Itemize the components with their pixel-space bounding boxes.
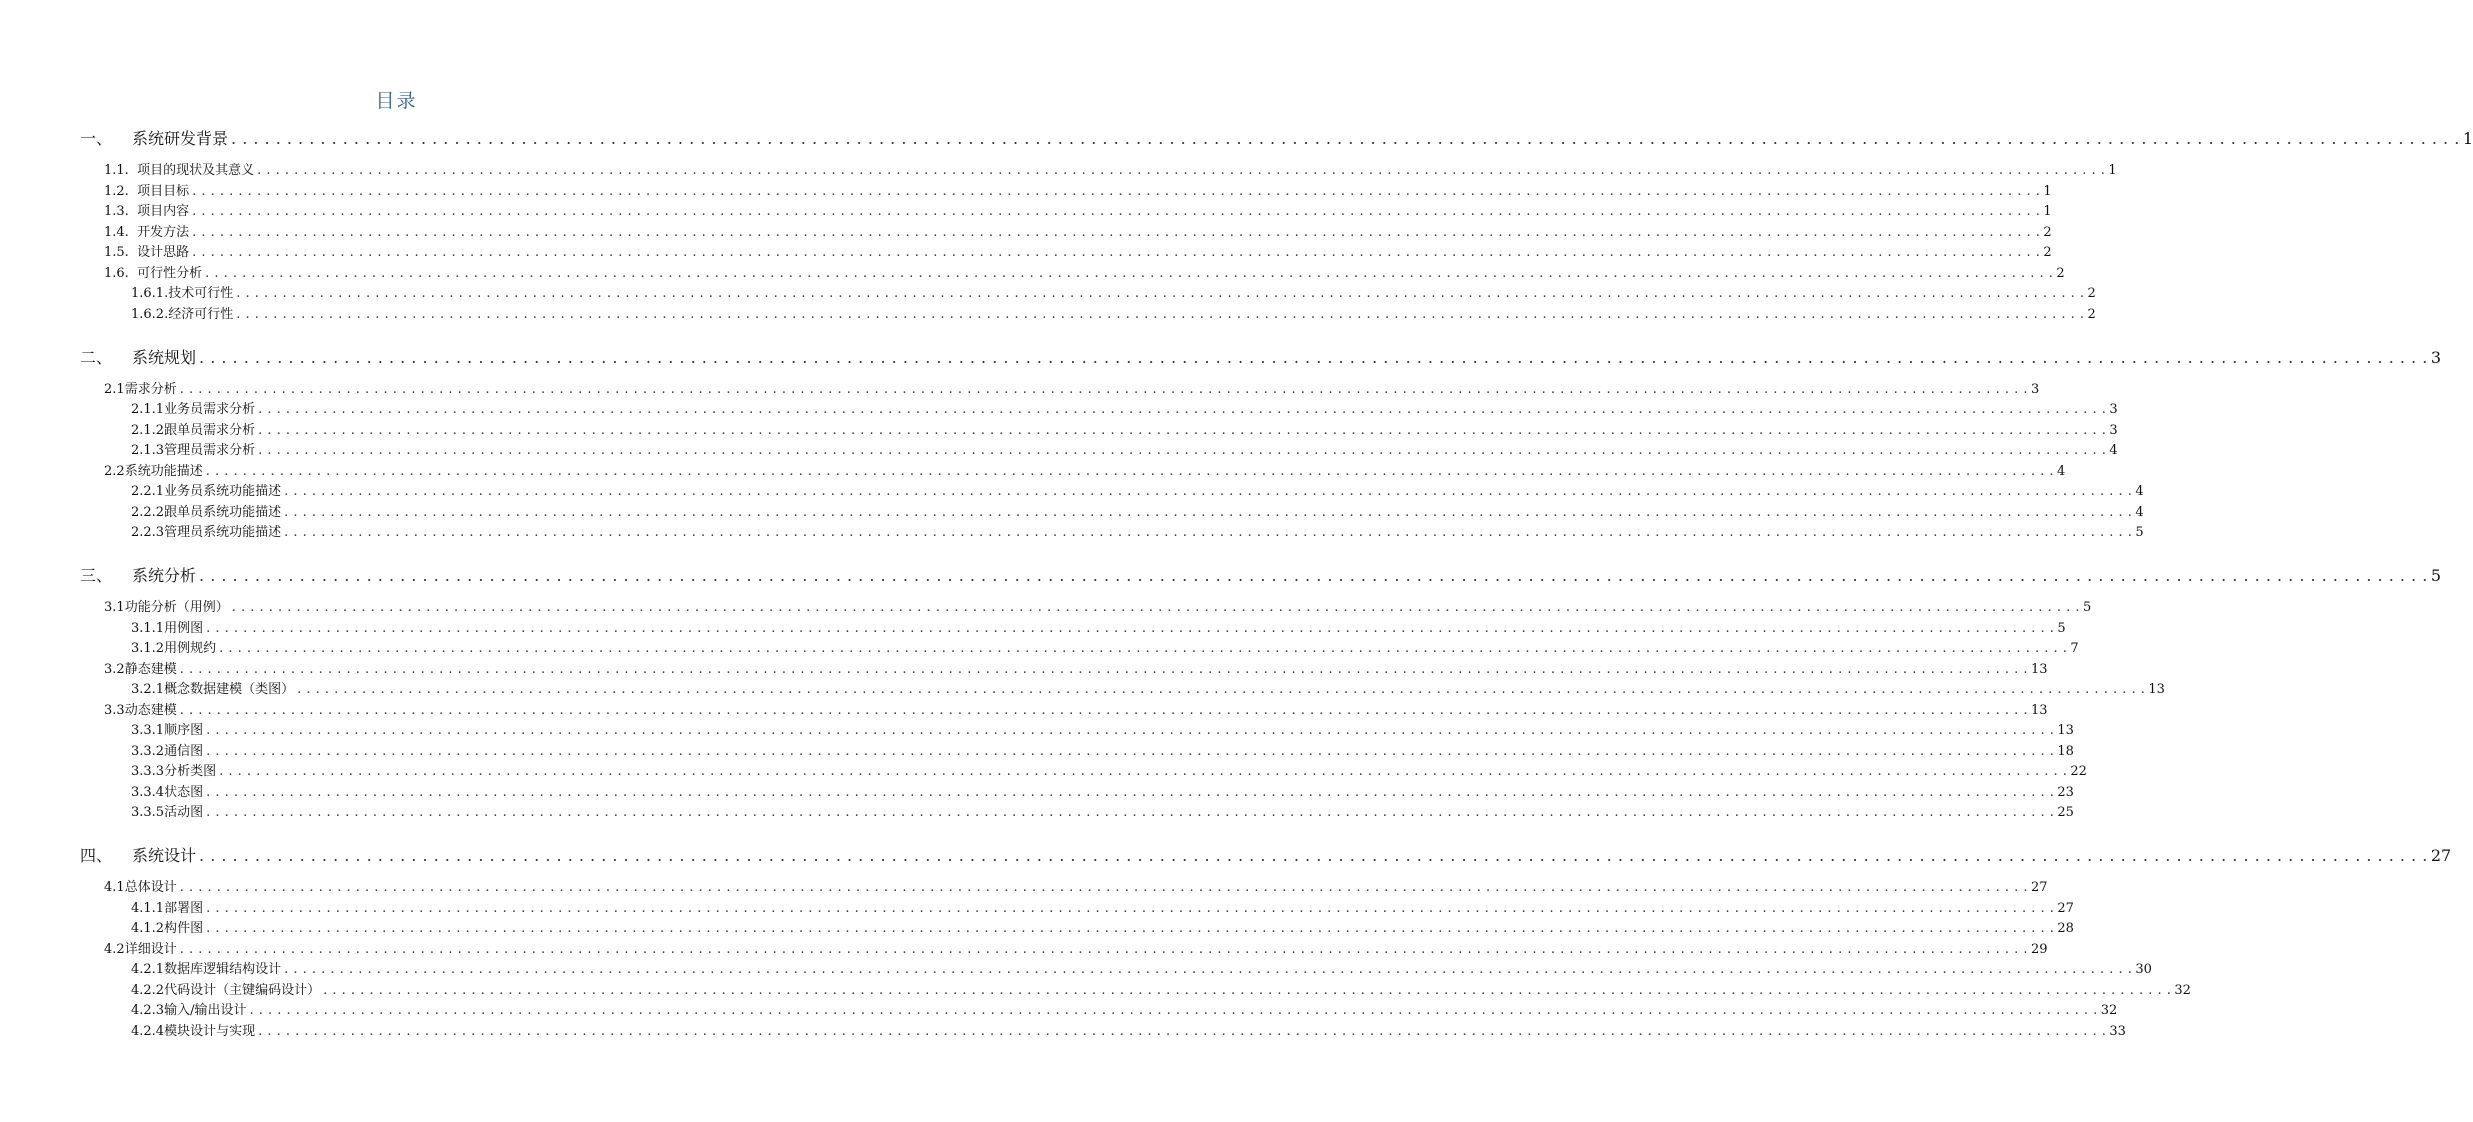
toc-entry-page: 5 (2135, 525, 2144, 540)
toc-entry-label (80, 563, 196, 586)
toc-entry-label (131, 480, 281, 499)
toc-entry-text: 技术可行性 (168, 286, 234, 301)
toc-entry[interactable] (131, 781, 2074, 800)
toc-entry-label (104, 159, 254, 178)
toc-entry-page: 1 (2462, 129, 2473, 148)
dot-leader: . . . . . . . . . . . . . . . . . . . . . . . . . . . . . . . . . . . . . . . . . . . . . . . . . . . . . . . . . . . . . . . . . . . . . . . . . . . . . . . . . . . . . . . . . . . . . . . . . . . . . . . . . . . . . . . . . . . . . . . . . . . . . . . . . . . . . . . . . . . . . . . . . . . . . . . . . . . . . . . . . . . . . . . . . . . . . . . . . . . . . . . . . . . . . . . . . . . . . . . . (297, 682, 2146, 697)
toc-entry-text: 项目的现状及其意义 (137, 163, 255, 178)
toc-entry-number: 2.1 (104, 382, 125, 397)
toc-entry-text: 业务员系统功能描述 (164, 484, 282, 499)
toc-entry-label (104, 221, 189, 240)
dot-leader: . . . . . . . . . . . . . . . . . . . . . . . . . . . . . . . . . . . . . . . . . . . . . . . . . . . . . . . . . . . . . . . . . . . . . . . . . . . . . . . . . . . . . . . . . . . . . . . . . . . . . . . . . . . . . . . . . . . . . . . . . . . . . . . . . . . . . . . . . . . . . . . . . . . . . . . . . . . . . . . . . . . . . . . . . . . . . . . . . . . . . . . . . . . . . . . . . . . . . . . . (258, 402, 2107, 417)
toc-entry[interactable] (131, 801, 2074, 820)
dot-leader: . . . . . . . . . . . . . . . . . . . . . . . . . . . . . . . . . . . . . . . . . . . . . . . . . . . . . . . . . . . . . . . . . . . . . . . . . . . . . . . . . . . . . . . . . . . . . . . . . . . . . . . . . . . . . . . . . . . . . . . . . . . . . . . . . . . . . . . . . . . . . . . . . . . . . . . . . . . . . . . . . . . . . . . . . . . . . . . . . . . . . . . . . . . . . . . . . . . . . . . . (179, 662, 2029, 677)
toc-entry-page: 3 (2430, 348, 2441, 367)
toc-entry-page: 27 (2031, 880, 2048, 895)
toc-entry-label (131, 958, 281, 977)
toc-entry[interactable] (131, 637, 2079, 656)
toc-entry-number: 4.2 (104, 942, 125, 957)
toc-entry[interactable] (131, 521, 2144, 540)
toc-entry-number: 2.2 (104, 464, 125, 479)
toc-entry-text: 模块设计与实现 (164, 1024, 256, 1039)
toc-entry-label (80, 126, 228, 149)
dot-leader: . . . . . . . . . . . . . . . . . . . . . . . . . . . . . . . . . . . . . . . . . . . . . . . . . . . . . . . . . . . . . . . . . . . . . . . . . . . . . . . . . . . . . . . . . . . . . . . . . . . . . . . . . . . . . . . . . . . . . . . . . . . . . . . . . . . . . . . . . . . . . . . . . . . . . . . . . . . . . . . . . . . . . . . . . . . . . . . . . . . . . . . . . . . . . . . . . . . . . . . . (236, 307, 2085, 322)
toc-entry-label (131, 282, 233, 301)
toc-entry-label (131, 917, 203, 936)
toc-entry-page: 1 (2043, 184, 2052, 199)
toc-entry-number: 3.3.5 (131, 805, 165, 820)
toc-entry-page: 13 (2031, 662, 2048, 677)
toc-entry-label (131, 501, 281, 520)
toc-entry-text: 活动图 (164, 805, 204, 820)
toc-entry-page: 25 (2057, 805, 2074, 820)
toc-entry-text: 业务员需求分析 (164, 402, 256, 417)
toc-entry-page: 13 (2057, 723, 2074, 738)
toc-entry-number: 3.3.3 (131, 764, 165, 779)
toc-entry-label (104, 699, 177, 718)
toc-entry-page: 3 (2109, 423, 2118, 438)
dot-leader: . . . . . . . . . . . . . . . . . . . . . . . . . . . . . . . . . . . . . . . . . . . . . . . . . . . . . . . . . . . . . . . . . . . . . . . . . . . . . . . . . . . . . . . . . . . . . . . . . . . . . . . . . . . . . . . . . . . . . . . . . . . . . . . . . . . . . . . . . . . . . . . . . . . . . . . . . . . . . . . . . . . . . . . . . . . . . . . . . . . . . . . . . . . . . . . . . . . . . . . . (206, 744, 2055, 759)
toc-entry-label (104, 460, 203, 479)
toc-entry-text: 概念数据建模（类图） (164, 682, 295, 697)
toc-entry-page: 7 (2070, 641, 2079, 656)
toc-entry[interactable] (131, 740, 2074, 759)
toc-entry-page: 22 (2070, 764, 2087, 779)
toc-entry-page: 4 (2057, 464, 2066, 479)
dot-leader: . . . . . . . . . . . . . . . . . . . . . . . . . . . . . . . . . . . . . . . . . . . . . . . . . . . . . . . . . . . . . . . . . . . . . . . . . . . . . . . . . . . . . . . . . . . . . . . . . . . . . . . . . . . . . . . . . . . . . . . . . . . . . . . . . . . . . . . . . . . . . . . . . . . . . . . . . . . . . . . . . . . . . . . . . . . . . . . . . . . . . . . . . . . . . . . . . . . . . . . . (284, 484, 2133, 499)
toc-entry-text: 顺序图 (164, 723, 204, 738)
toc-entry-number: 3.3 (104, 703, 125, 718)
toc-entry-number: 二、 (80, 348, 113, 367)
toc-entry-page: 28 (2057, 921, 2074, 936)
toc-entry-page: 33 (2109, 1024, 2126, 1039)
toc-entry-number: 2.1.3 (131, 443, 165, 458)
toc-entry[interactable] (104, 460, 2066, 479)
toc-entry-page: 27 (2057, 901, 2074, 916)
toc-entry-page: 2 (2087, 286, 2096, 301)
toc-entry-text: 系统功能描述 (124, 464, 203, 479)
toc-entry[interactable] (104, 241, 2052, 260)
toc-entry-page: 1 (2108, 163, 2117, 178)
dot-leader: . . . . . . . . . . . . . . . . . . . . . . . . . . . . . . . . . . . . . . . . . . . . . . . . . . . . . . . . . . . . . . . . . . . . . . . . . . . . . . . . . . . . . . . . . . . . . . . . . . . . . . . . . . . . . . . . . . . . . . . . . . . . . . . . . . . . . . . . . . . . . . . . . . . . . . . . . . . . . . . . . . . . . . . . . . . . . . . . . . . . . . . . . . . . . . . . . . . . . . . . (284, 962, 2133, 977)
dot-leader: . . . . . . . . . . . . . . . . . . . . . . . . . . . . . . . . . . . . . . . . . . . . . . . . . . . . . . . . . . . . . . . . . . . . . . . . . . . . . . . . . . . . . . . . . . . . . . . . . . . . . . . . . . . . . . . . . . . . . . . . . . . . . . . . . . . . . . . . . . . . . . . . . . . . . . . . . . . . . . . . . . . . . . . . . . . . . . . . . . . . . . . . . . . . . . . . . . . . . . . . (179, 942, 2029, 957)
toc-entry-text: 跟单员系统功能描述 (164, 505, 282, 520)
toc-entry-number: 一、 (80, 129, 113, 148)
toc-entry-label (104, 200, 189, 219)
toc-entry-page: 5 (2083, 600, 2092, 615)
toc-entry-label (80, 843, 196, 866)
toc-entry-label (104, 876, 177, 895)
toc-entry-page: 2 (2056, 266, 2065, 281)
toc-entry[interactable] (131, 1020, 2126, 1039)
toc-entry-text: 系统规划 (132, 348, 197, 367)
dot-leader: . . . . . . . . . . . . . . . . . . . . . . . . . . . . . . . . . . . . . . . . . . . . . . . . . . . . . . . . . . . . . . . . . . . . . . . . . . . . . . . . . . . . . . . . . . . . . . . . . . . . . . . . . . . . . . . . . . . . . . . . . . . . . . . . . . . . . . . . . . . . . . . . . . . . . . . . . . . . . . . . . . . . . . . . . . . . . . . . . . . . . . . . . . . . . . . . . . . . . . . . (206, 921, 2055, 936)
toc-entry-text: 输入/输出设计 (164, 1003, 247, 1018)
dot-leader: . . . . . . . . . . . . . . . . . . . . . . . . . . . . . . . . . . . . . . . . . . . . . . . . . . . . . . . . . . . . . . . . . . . . . . . . . . . . . . . . . . . . . . . . . . . . . . . . . . . . . . . . . . . . . . . . . . . . . . . . . . . . . . . . . . . . . . . . . . . . . . . . . . . . . . . . . . . . . . . . . . . . . . . . . . . . . . . . . . . . . . . . . . . . . . . . . . . . . . . . (192, 225, 2041, 240)
toc-entry-text: 开发方法 (137, 225, 190, 240)
toc-entry-number: 1.3. (104, 204, 129, 219)
toc-entry-number: 三、 (80, 566, 113, 585)
dot-leader: . . . . . . . . . . . . . . . . . . . . . . . . . . . . . . . . . . . . . . . . . . . . . . . . . . . . . . . . . . . . . . . . . . . . . . . . . . . . . . . . . . . . . . . . . . . . . . . . . . . . . . . . . . . . . . . . . . . . . . . . . . . . . . . . . . . . . . . . . . . . . . . . . . . . . . . . . . . . . . . . . . . . . . . . . . . . . . . . . . . . . . . . . . . . . . . . . . . . . . . . (179, 880, 2029, 895)
toc-entry-page: 2 (2043, 225, 2052, 240)
toc-entry-label (131, 521, 281, 540)
dot-leader: . . . . . . . . . . . . . . . . . . . . . . . . . . . . . . . . . . . . . . . . . . . . . . . . . . . . . . . . . . . . . . . . . . . . . . . . . . . . . . . . . . . . . . . . . . . . . . . . . . . . . . . . . . . . . . . . . . . . . . . . . . . . . . . . . . . . . . . . . . . . . . . . . . . . . . . . . . . . . . . . . . . . . . . . . . . . . . . . . . . . . . . . . . . . . . . . . . . . . . . . (258, 423, 2107, 438)
toc-entry[interactable] (131, 678, 2165, 697)
toc-entry-text: 系统研发背景 (132, 129, 229, 148)
toc-entry-number: 2.2.3 (131, 525, 165, 540)
toc-entry-text: 项目目标 (137, 184, 190, 199)
toc-entry-number: 3.3.2 (131, 744, 165, 759)
dot-leader: . . . . . . . . . . . . . . . . . . . . . . . . . . . . . . . . . . . . . . . . . . . . . . . . . . . . . . . . . . . . . . . . . . . . . . . . . . . . . . . . . . . . . . . . . . . . . . . . . . . . . . . . . . . . . . . . . . . . . . . . . . . . . . . . . . . . . . . . . . . . . . . . . . . . . . . . . . . . . . . . . . . . . . . . . . . . . . . . . . . . . . . . . . . . . . . . . . . . . . . . (258, 1024, 2107, 1039)
dot-leader: . . . . . . . . . . . . . . . . . . . . . . . . . . . . . . . . . . . . . . . . . . . . . . . . . . . . . . . . . . . . . . . . . . . . . . . . . . . . . . . . . . . . . . . . . . . . . . . . . . . . . . . . . . . . . . . . . . . . . . . . . . . . . . . . . . . . . . . . . . . . . . . . . . . . . . . . . . . . . . . . . . . . . . . . . . . . . . . . . . . . . . . . . . . . . . . . . . . . . . . . (205, 266, 2054, 281)
dot-leader: . . . . . . . . . . . . . . . . . . . . . . . . . . . . . . . . . . . . . . . . . . . . . . . . . . . . . . . . . . . . . . . . . . . . . . . . . . . . . . . . . . . . . . . . . . . . . . . . . . . . . . . . . . . . . . . . . . . . . . . . . . . . . . . . . . . . . . . . . . . . . . . . . . . . . . . . . . . . . . . . . . . . . . . . . . . . . . . . . . . . . . . . . . . . . . . . . . . . . . . . (219, 641, 2068, 656)
toc-entry-text: 分析类图 (164, 764, 217, 779)
toc-entry-number: 2.1.2 (131, 423, 165, 438)
dot-leader: . . . . . . . . . . . . . . . . . . . . . . . . . . . . . . . . . . . . . . . . . . . . . . . . . . . . . . . . . . . . . . . . . . . . . . . . . . . . . . . . . . . . . . . . . . . . . . . . . . . . . . . . . . . . . . . . . . . . . . . . . . . . . . . . . . . . . . . . . . . . . . . . . . . . . . . . . . . . . . . . . . . . . . . . . . . . . . . . . . . . . . . . . . . . . . . . . . . . . . . . (236, 286, 2085, 301)
toc-entry[interactable] (131, 999, 2118, 1018)
toc-entry[interactable] (131, 958, 2152, 977)
dot-leader: . . . . . . . . . . . . . . . . . . . . . . . . . . . . . . . . . . . . . . . . . . . . . . . . . . . . . . . . . . . . . . . . . . . . . . . . . . . . . . . . . . . . . . . . . . . . . . . . . . . . . . . . . . . . . . . . . . . . . . . . . . . . . . . . . . . . . . . . . . . . . . . . . . . . . . . . . . . . . . . . . . . . . . . . . . . . . . . . . . . . . . . . . . . . . . . . . . . . . . . . (199, 348, 2428, 367)
toc-entry-number: 1.6. (104, 266, 129, 281)
toc-entry-number: 4.2.3 (131, 1003, 165, 1018)
toc-entry-label (131, 419, 255, 438)
toc-entry-number: 1.5. (104, 245, 129, 260)
toc-entry-label (104, 241, 189, 260)
toc-entry-number: 3.1.1 (131, 621, 165, 636)
toc-entry[interactable] (131, 398, 2118, 417)
toc-entry-label (131, 637, 216, 656)
toc-entry-number: 4.2.2 (131, 983, 165, 998)
toc-entry[interactable] (131, 439, 2118, 458)
toc-entry[interactable] (80, 345, 2441, 367)
toc-entry-number: 4.1.1 (131, 901, 165, 916)
toc-entry-label (131, 740, 203, 759)
toc-entry[interactable] (104, 876, 2048, 895)
toc-entry-number: 4.2.4 (131, 1024, 165, 1039)
toc-entry-number: 2.2.2 (131, 505, 165, 520)
dot-leader: . . . . . . . . . . . . . . . . . . . . . . . . . . . . . . . . . . . . . . . . . . . . . . . . . . . . . . . . . . . . . . . . . . . . . . . . . . . . . . . . . . . . . . . . . . . . . . . . . . . . . . . . . . . . . . . . . . . . . . . . . . . . . . . . . . . . . . . . . . . . . . . . . . . . . . . . . . . . . . . . . . . . . . . . . . . . . . . . . . . . . . . . . . . . . . . . . . . . . . . . (206, 901, 2055, 916)
toc-entry-number: 1.6.1. (131, 286, 169, 301)
toc-entry[interactable] (131, 501, 2144, 520)
toc-entry-label (131, 979, 320, 998)
toc-entry-page: 2 (2087, 307, 2096, 322)
dot-leader: . . . . . . . . . . . . . . . . . . . . . . . . . . . . . . . . . . . . . . . . . . . . . . . . . . . . . . . . . . . . . . . . . . . . . . . . . . . . . . . . . . . . . . . . . . . . . . . . . . . . . . . . . . . . . . . . . . . . . . . . . . . . . . . . . . . . . . . . . . . . . . . . . . . . . . . . . . . . . . . . . . . . . . . . . . . . . . . . . . . . . . . . . . . . . . . . . . . . . . . . (179, 382, 2029, 397)
toc-entry[interactable] (131, 419, 2118, 438)
dot-leader: . . . . . . . . . . . . . . . . . . . . . . . . . . . . . . . . . . . . . . . . . . . . . . . . . . . . . . . . . . . . . . . . . . . . . . . . . . . . . . . . . . . . . . . . . . . . . . . . . . . . . . . . . . . . . . . . . . . . . . . . . . . . . . . . . . . . . . . . . . . . . . . . . . . . . . . . . . . . . . . . . . . . . . . . . . . . . . . . . . . . . . . . . . . . . . . . . . . . . . . . (257, 163, 2106, 178)
toc-entry-label (131, 801, 203, 820)
toc-entry[interactable] (131, 617, 2066, 636)
dot-leader: . . . . . . . . . . . . . . . . . . . . . . . . . . . . . . . . . . . . . . . . . . . . . . . . . . . . . . . . . . . . . . . . . . . . . . . . . . . . . . . . . . . . . . . . . . . . . . . . . . . . . . . . . . . . . . . . . . . . . . . . . . . . . . . . . . . . . . . . . . . . . . . . . . . . . . . . . . . . . . . . . . . . . . . . . . . . . . . . . . . . . . . . . . . . . . . . . . . . . . . . (192, 245, 2041, 260)
toc-entry-text: 跟单员需求分析 (164, 423, 256, 438)
toc-entry-number: 4.1.2 (131, 921, 165, 936)
toc-entry[interactable] (131, 917, 2074, 936)
toc-entry[interactable] (104, 200, 2052, 219)
toc-entry[interactable] (131, 303, 2096, 322)
toc-entry-label (131, 897, 203, 916)
toc-entry-label (131, 760, 216, 779)
toc-entry-page: 4 (2135, 505, 2144, 520)
dot-leader: . . . . . . . . . . . . . . . . . . . . . . . . . . . . . . . . . . . . . . . . . . . . . . . . . . . . . . . . . . . . . . . . . . . . . . . . . . . . . . . . . . . . . . . . . . . . . . . . . . . . . . . . . . . . . . . . . . . . . . . . . . . . . . . . . . . . . . . . . . . . . . . . . . . . . . . . . . . . . . . . . . . . . . . . . . . . . . . . . . . . . . . . . . . . . . . . . . . . . . . . (219, 764, 2068, 779)
toc-entry-text: 项目内容 (137, 204, 190, 219)
toc-entry-text: 用例图 (164, 621, 204, 636)
toc-entry-label (104, 658, 177, 677)
toc-entry-page: 3 (2031, 382, 2040, 397)
toc-entry-label (104, 180, 189, 199)
toc-entry-text: 管理员需求分析 (164, 443, 256, 458)
toc-entry[interactable] (131, 897, 2074, 916)
dot-leader: . . . . . . . . . . . . . . . . . . . . . . . . . . . . . . . . . . . . . . . . . . . . . . . . . . . . . . . . . . . . . . . . . . . . . . . . . . . . . . . . . . . . . . . . . . . . . . . . . . . . . . . . . . . . . . . . . . . . . . . . . . . . . . . . . . . . . . . . . . . . . . . . . . . . . . . . . . . . . . . . . . . . . . . . . . . . . . . . . . . . . . . . . . . . . . . . . . . . . . . . (199, 846, 2428, 865)
toc-entry-number: 2.1.1 (131, 402, 165, 417)
toc-entry[interactable] (104, 658, 2048, 677)
toc-entry[interactable] (104, 159, 2117, 178)
toc-entry-number: 1.4. (104, 225, 129, 240)
toc-entry-page: 18 (2057, 744, 2074, 759)
toc-entry-number: 1.2. (104, 184, 129, 199)
toc-entry-text: 动态建模 (124, 703, 177, 718)
toc-entry-text: 系统设计 (132, 846, 197, 865)
toc-entry-label (131, 781, 203, 800)
dot-leader: . . . . . . . . . . . . . . . . . . . . . . . . . . . . . . . . . . . . . . . . . . . . . . . . . . . . . . . . . . . . . . . . . . . . . . . . . . . . . . . . . . . . . . . . . . . . . . . . . . . . . . . . . . . . . . . . . . . . . . . . . . . . . . . . . . . . . . . . . . . . . . . . . . . . . . . . . . . . . . . . . . . . . . . . . . . . . . . . . . . . . . . . . . . . . . . . . . . . . . . . (323, 983, 2172, 998)
toc-entry-text: 总体设计 (124, 880, 177, 895)
toc-entry-number: 四、 (80, 846, 113, 865)
toc-entry-page: 32 (2100, 1003, 2118, 1018)
dot-leader: . . . . . . . . . . . . . . . . . . . . . . . . . . . . . . . . . . . . . . . . . . . . . . . . . . . . . . . . . . . . . . . . . . . . . . . . . . . . . . . . . . . . . . . . . . . . . . . . . . . . . . . . . . . . . . . . . . . . . . . . . . . . . . . . . . . . . . . . . . . . . . . . . . . . . . . . . . . . . . . . . . . . . . . . . . . . . . . . . . . . . . . . . . . . . . . . . . . . . . . . (258, 443, 2107, 458)
dot-leader: . . . . . . . . . . . . . . . . . . . . . . . . . . . . . . . . . . . . . . . . . . . . . . . . . . . . . . . . . . . . . . . . . . . . . . . . . . . . . . . . . . . . . . . . . . . . . . . . . . . . . . . . . . . . . . . . . . . . . . . . . . . . . . . . . . . . . . . . . . . . . . . . . . . . . . . . . . . . . . . . . . . . . . . . . . . . . . . . . . . . . . . . . . . . . . . . . . . . . . . . (192, 204, 2041, 219)
toc-entry-label (104, 596, 229, 615)
toc-entry-label (131, 617, 203, 636)
toc-entry-label (131, 439, 255, 458)
toc-entry-page: 3 (2109, 402, 2118, 417)
toc-entry-page: 4 (2135, 484, 2144, 499)
toc-entry-page: 1 (2043, 204, 2052, 219)
dot-leader: . . . . . . . . . . . . . . . . . . . . . . . . . . . . . . . . . . . . . . . . . . . . . . . . . . . . . . . . . . . . . . . . . . . . . . . . . . . . . . . . . . . . . . . . . . . . . . . . . . . . . . . . . . . . . . . . . . . . . . . . . . . . . . . . . . . . . . . . . . . . . . . . . . . . . . . . . . . . . . . . . . . . . . . . . . . . . . . . . . . . . . . . . . . . . . . . . . . . . . . . (231, 600, 2081, 615)
toc-entry[interactable] (131, 282, 2096, 301)
dot-leader: . . . . . . . . . . . . . . . . . . . . . . . . . . . . . . . . . . . . . . . . . . . . . . . . . . . . . . . . . . . . . . . . . . . . . . . . . . . . . . . . . . . . . . . . . . . . . . . . . . . . . . . . . . . . . . . . . . . . . . . . . . . . . . . . . . . . . . . . . . . . . . . . . . . . . . . . . . . . . . . . . . . . . . . . . . . . . . . . . . . . . . . . . . . . . . . . . . . . . . . . (192, 184, 2041, 199)
toc-entry-number: 3.3.1 (131, 723, 165, 738)
toc-entry-text: 系统分析 (132, 566, 197, 585)
toc-entry[interactable] (80, 126, 2473, 148)
dot-leader: . . . . . . . . . . . . . . . . . . . . . . . . . . . . . . . . . . . . . . . . . . . . . . . . . . . . . . . . . . . . . . . . . . . . . . . . . . . . . . . . . . . . . . . . . . . . . . . . . . . . . . . . . . . . . . . . . . . . . . . . . . . . . . . . . . . . . . . . . . . . . . . . . . . . . . . . . . . . . . . . . . . . . . . . . . . . . . . . . . . . . . . . . . . . . . . . . . . . . . . . (231, 129, 2460, 148)
dot-leader: . . . . . . . . . . . . . . . . . . . . . . . . . . . . . . . . . . . . . . . . . . . . . . . . . . . . . . . . . . . . . . . . . . . . . . . . . . . . . . . . . . . . . . . . . . . . . . . . . . . . . . . . . . . . . . . . . . . . . . . . . . . . . . . . . . . . . . . . . . . . . . . . . . . . . . . . . . . . . . . . . . . . . . . . . . . . . . . . . . . . . . . . . . . . . . . . . . . . . . . . (284, 525, 2133, 540)
toc-entry-text: 部署图 (164, 901, 204, 916)
toc-entry-page: 13 (2148, 682, 2165, 697)
toc-entry-page: 2 (2043, 245, 2052, 260)
toc-entry-number: 3.1.2 (131, 641, 165, 656)
toc-entry-text: 详细设计 (124, 942, 177, 957)
toc-entry-text: 功能分析（用例） (124, 600, 229, 615)
dot-leader: . . . . . . . . . . . . . . . . . . . . . . . . . . . . . . . . . . . . . . . . . . . . . . . . . . . . . . . . . . . . . . . . . . . . . . . . . . . . . . . . . . . . . . . . . . . . . . . . . . . . . . . . . . . . . . . . . . . . . . . . . . . . . . . . . . . . . . . . . . . . . . . . . . . . . . . . . . . . . . . . . . . . . . . . . . . . . . . . . . . . . . . . . . . . . . . . . . . . . . . . (205, 464, 2055, 479)
toc-entry-number: 1.6.2. (131, 307, 169, 322)
toc-entry[interactable] (104, 699, 2048, 718)
dot-leader: . . . . . . . . . . . . . . . . . . . . . . . . . . . . . . . . . . . . . . . . . . . . . . . . . . . . . . . . . . . . . . . . . . . . . . . . . . . . . . . . . . . . . . . . . . . . . . . . . . . . . . . . . . . . . . . . . . . . . . . . . . . . . . . . . . . . . . . . . . . . . . . . . . . . . . . . . . . . . . . . . . . . . . . . . . . . . . . . . . . . . . . . . . . . . . . . . . . . . . . . (284, 505, 2133, 520)
toc-entry[interactable] (131, 760, 2087, 779)
toc-entry-label (104, 378, 177, 397)
toc-entry-label (131, 999, 246, 1018)
dot-leader: . . . . . . . . . . . . . . . . . . . . . . . . . . . . . . . . . . . . . . . . . . . . . . . . . . . . . . . . . . . . . . . . . . . . . . . . . . . . . . . . . . . . . . . . . . . . . . . . . . . . . . . . . . . . . . . . . . . . . . . . . . . . . . . . . . . . . . . . . . . . . . . . . . . . . . . . . . . . . . . . . . . . . . . . . . . . . . . . . . . . . . . . . . . . . . . . . . . . . . . . (249, 1003, 2098, 1018)
toc-entry-page: 27 (2430, 846, 2452, 865)
toc-entry[interactable] (104, 938, 2048, 957)
toc-entry-text: 需求分析 (124, 382, 177, 397)
toc-entry-page: 30 (2135, 962, 2152, 977)
toc-entry-text: 用例规约 (164, 641, 217, 656)
toc-entry[interactable] (131, 719, 2074, 738)
toc-entry-label (131, 398, 255, 417)
toc-entry-label (80, 345, 196, 368)
toc-entry-text: 数据库逻辑结构设计 (164, 962, 282, 977)
toc-entry-page: 32 (2174, 983, 2191, 998)
toc-entry-page: 29 (2031, 942, 2048, 957)
toc-entry-text: 通信图 (164, 744, 204, 759)
dot-leader: . . . . . . . . . . . . . . . . . . . . . . . . . . . . . . . . . . . . . . . . . . . . . . . . . . . . . . . . . . . . . . . . . . . . . . . . . . . . . . . . . . . . . . . . . . . . . . . . . . . . . . . . . . . . . . . . . . . . . . . . . . . . . . . . . . . . . . . . . . . . . . . . . . . . . . . . . . . . . . . . . . . . . . . . . . . . . . . . . . . . . . . . . . . . . . . . . . . . . . . . (199, 566, 2428, 585)
toc-entry-number: 4.2.1 (131, 962, 165, 977)
dot-leader: . . . . . . . . . . . . . . . . . . . . . . . . . . . . . . . . . . . . . . . . . . . . . . . . . . . . . . . . . . . . . . . . . . . . . . . . . . . . . . . . . . . . . . . . . . . . . . . . . . . . . . . . . . . . . . . . . . . . . . . . . . . . . . . . . . . . . . . . . . . . . . . . . . . . . . . . . . . . . . . . . . . . . . . . . . . . . . . . . . . . . . . . . . . . . . . . . . . . . . . . (179, 703, 2029, 718)
toc-entry[interactable] (104, 596, 2092, 615)
toc-entry-text: 代码设计（主键编码设计） (164, 983, 321, 998)
toc-entry-label (131, 719, 203, 738)
toc-entry-text: 构件图 (164, 921, 204, 936)
toc-entry-label (131, 678, 294, 697)
dot-leader: . . . . . . . . . . . . . . . . . . . . . . . . . . . . . . . . . . . . . . . . . . . . . . . . . . . . . . . . . . . . . . . . . . . . . . . . . . . . . . . . . . . . . . . . . . . . . . . . . . . . . . . . . . . . . . . . . . . . . . . . . . . . . . . . . . . . . . . . . . . . . . . . . . . . . . . . . . . . . . . . . . . . . . . . . . . . . . . . . . . . . . . . . . . . . . . . . . . . . . . . (206, 785, 2055, 800)
toc-entry-page: 5 (2057, 621, 2066, 636)
toc-entry[interactable] (104, 180, 2052, 199)
toc-entry-label (104, 262, 202, 281)
toc-entry[interactable] (104, 221, 2052, 240)
toc-entry-label (104, 938, 177, 957)
toc-entry-text: 状态图 (164, 785, 204, 800)
toc-entry[interactable] (104, 378, 2040, 397)
toc-entry-text: 静态建模 (124, 662, 177, 677)
toc-entry-number: 1.1. (104, 163, 129, 178)
toc-entry-text: 设计思路 (137, 245, 190, 260)
dot-leader: . . . . . . . . . . . . . . . . . . . . . . . . . . . . . . . . . . . . . . . . . . . . . . . . . . . . . . . . . . . . . . . . . . . . . . . . . . . . . . . . . . . . . . . . . . . . . . . . . . . . . . . . . . . . . . . . . . . . . . . . . . . . . . . . . . . . . . . . . . . . . . . . . . . . . . . . . . . . . . . . . . . . . . . . . . . . . . . . . . . . . . . . . . . . . . . . . . . . . . . . (206, 621, 2055, 636)
dot-leader: . . . . . . . . . . . . . . . . . . . . . . . . . . . . . . . . . . . . . . . . . . . . . . . . . . . . . . . . . . . . . . . . . . . . . . . . . . . . . . . . . . . . . . . . . . . . . . . . . . . . . . . . . . . . . . . . . . . . . . . . . . . . . . . . . . . . . . . . . . . . . . . . . . . . . . . . . . . . . . . . . . . . . . . . . . . . . . . . . . . . . . . . . . . . . . . . . . . . . . . . (206, 723, 2055, 738)
toc-entry-text: 管理员系统功能描述 (164, 525, 282, 540)
toc-entry-label (131, 1020, 255, 1039)
toc-entry-number: 2.2.1 (131, 484, 165, 499)
toc-entry-page: 13 (2031, 703, 2048, 718)
toc-entry-text: 经济可行性 (168, 307, 234, 322)
page-title: 目录 (375, 90, 418, 112)
dot-leader: . . . . . . . . . . . . . . . . . . . . . . . . . . . . . . . . . . . . . . . . . . . . . . . . . . . . . . . . . . . . . . . . . . . . . . . . . . . . . . . . . . . . . . . . . . . . . . . . . . . . . . . . . . . . . . . . . . . . . . . . . . . . . . . . . . . . . . . . . . . . . . . . . . . . . . . . . . . . . . . . . . . . . . . . . . . . . . . . . . . . . . . . . . . . . . . . . . . . . . . . (206, 805, 2055, 820)
toc-entry-number: 4.1 (104, 880, 125, 895)
toc-entry[interactable] (131, 480, 2144, 499)
toc-entry-number: 3.2 (104, 662, 125, 677)
toc-entry-page: 4 (2109, 443, 2118, 458)
toc-entry-number: 3.1 (104, 600, 125, 615)
toc-entry-text: 可行性分析 (137, 266, 203, 281)
toc-entry[interactable] (80, 843, 2452, 865)
toc-entry[interactable] (104, 262, 2065, 281)
toc-entry-number: 3.3.4 (131, 785, 165, 800)
toc-entry-page: 23 (2057, 785, 2074, 800)
toc-entry[interactable] (80, 563, 2441, 585)
toc-entry[interactable] (131, 979, 2191, 998)
toc-entry-page: 5 (2430, 566, 2441, 585)
toc-entry-label (131, 303, 233, 322)
toc-entry-number: 3.2.1 (131, 682, 165, 697)
